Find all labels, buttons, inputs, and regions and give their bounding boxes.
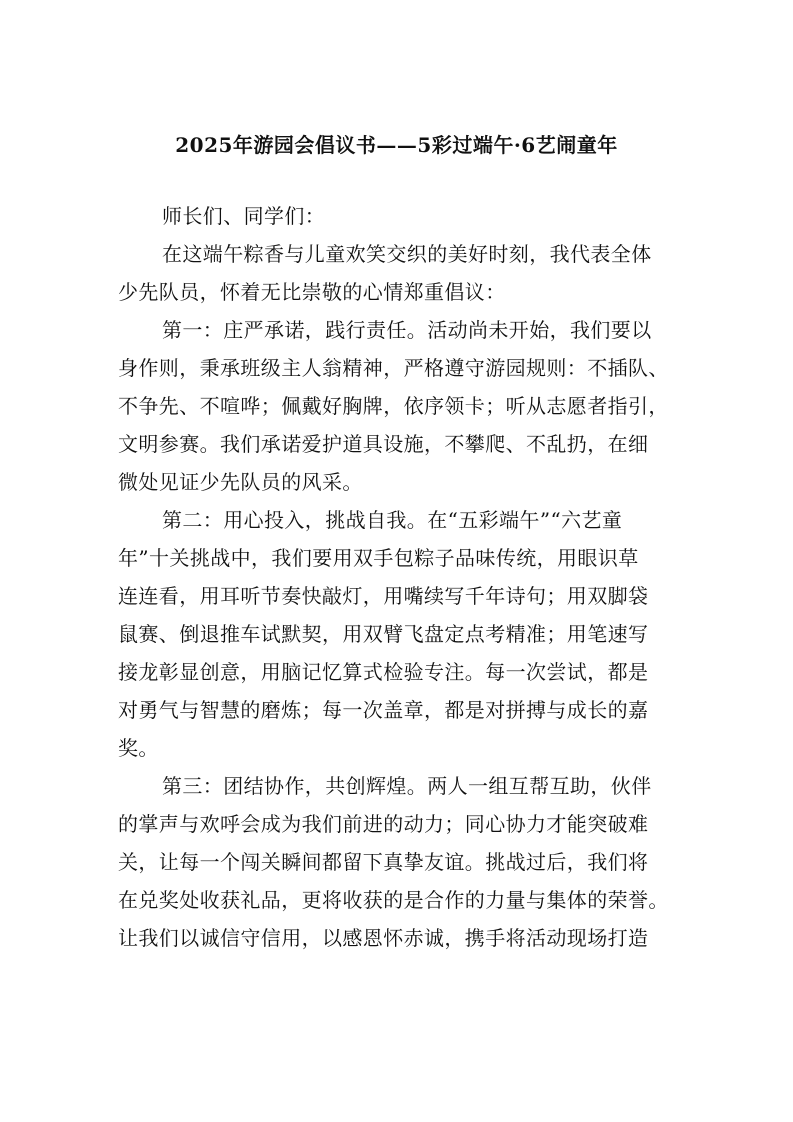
paragraph-first-line: 文明参赛。我们承诺爱护道具设施，不攀爬、不乱扔，在细 <box>118 432 649 456</box>
paragraph-second-line: 奖。 <box>118 736 159 760</box>
paragraph-second-line: 接龙彰显创意，用脑记忆算式检验专注。每一次尝试，都是 <box>118 660 649 684</box>
paragraph-second-line: 年”十关挑战中，我们要用双手包粽子品味传统，用眼识草 <box>118 546 639 570</box>
paragraph-intro-line: 少先队员，怀着无比崇敬的心情郑重倡议： <box>118 280 506 304</box>
paragraph-third-line: 第三：团结协作，共创辉煌。两人一组互帮互助，伙伴 <box>162 774 652 798</box>
document-title: 2025年游园会倡议书——5彩过端午·6艺闹童年 <box>175 133 618 157</box>
paragraph-first-line: 微处见证少先队员的风采。 <box>118 470 363 494</box>
document-body <box>118 197 680 957</box>
paragraph-second-line: 鼠赛、倒退推车试默契，用双臂飞盘定点考精准；用笔速写 <box>118 622 649 646</box>
paragraph-third-line: 让我们以诚信守信用，以感恩怀赤诚，携手将活动现场打造 <box>118 926 649 950</box>
paragraph-intro-line: 在这端午粽香与儿童欢笑交织的美好时刻，我代表全体 <box>162 242 652 266</box>
paragraph-third-line: 的掌声与欢呼会成为我们前进的动力；同心协力才能突破难 <box>118 812 649 836</box>
paragraph-second-line: 连连看，用耳听节奏快敲灯，用嘴续写千年诗句；用双脚袋 <box>118 584 649 608</box>
paragraph-second-line: 对勇气与智慧的磨炼；每一次盖章，都是对拼搏与成长的嘉 <box>118 698 649 722</box>
paragraph-second-line: 第二：用心投入，挑战自我。在“五彩端午”“六艺童 <box>162 508 623 532</box>
paragraph-first-line: 身作则，秉承班级主人翁精神，严格遵守游园规则：不插队、 <box>118 356 669 380</box>
paragraph-third-line: 关，让每一个闯关瞬间都留下真挚友谊。挑战过后，我们将 <box>118 850 649 874</box>
paragraph-first-line: 不争先、不喧哗；佩戴好胸牌，依序领卡；听从志愿者指引， <box>118 394 669 418</box>
salutation-line: 师长们、同学们： <box>162 204 326 228</box>
paragraph-third-line: 在兑奖处收获礼品，更将收获的是合作的力量与集体的荣誉。 <box>118 888 669 912</box>
paragraph-first-line: 第一：庄严承诺，践行责任。活动尚未开始，我们要以 <box>162 318 652 342</box>
